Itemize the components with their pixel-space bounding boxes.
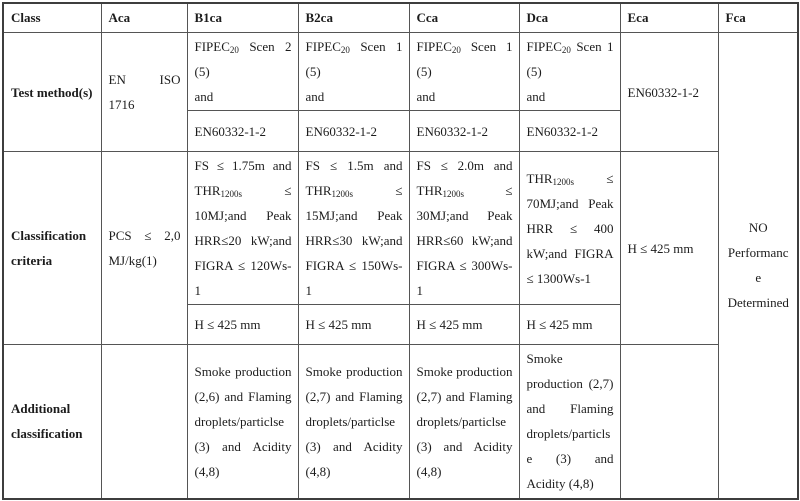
cell-test-method-b1ca-fipec bbox=[187, 33, 298, 111]
cell-additional-eca-empty bbox=[620, 345, 718, 499]
text-line: NO bbox=[748, 220, 768, 236]
row-label-classification-criteria: Classification criteria bbox=[3, 152, 101, 345]
row-label-additional-classification: Additional classification bbox=[3, 345, 101, 499]
text-line: Performanc bbox=[727, 245, 789, 261]
cell-height-b1ca: H ≤ 425 mm bbox=[187, 305, 298, 345]
cell-criteria-dca: $THR_{1200s}$ ≤ 70MJ;and Peak HRR ≤ 400 kW;and FIGRA ≤ 1300Ws-1 bbox=[519, 152, 620, 305]
cell-additional-b1ca: Smoke production (2,6) and Flaming droplets/particlse (3) and Acidity (4,8) bbox=[187, 345, 298, 499]
cell-criteria-aca: PCS ≤ 2,0 MJ/kg(1) bbox=[101, 152, 187, 345]
cell-additional-b2ca: Smoke production (2,7) and Flaming droplets/particlse (3) and Acidity (4,8) bbox=[298, 345, 409, 499]
cell-test-method-cca-en60332: EN60332-1-2 bbox=[409, 111, 519, 152]
header-cell-cca: Cca bbox=[409, 3, 519, 33]
text-line: and bbox=[305, 89, 325, 104]
cell-additional-aca-empty bbox=[101, 345, 187, 499]
cell-test-method-eca: EN60332-1-2 bbox=[620, 33, 718, 152]
text-line: e bbox=[755, 270, 762, 286]
cell-test-method-b2ca-en60332: EN60332-1-2 bbox=[298, 111, 409, 152]
text-line: and bbox=[416, 89, 436, 104]
cell-height-b2ca: H ≤ 425 mm bbox=[298, 305, 409, 345]
cable-fire-classification-table bbox=[2, 2, 799, 500]
cell-criteria-b1ca: FS ≤ 1.75m and $THR_{1200s}$ ≤ 10MJ;and Peak HRR≤20 kW;and FIGRA ≤ 120Ws-1 bbox=[187, 152, 298, 305]
header-cell-b2ca: B2ca bbox=[298, 3, 409, 33]
cell-additional-cca: Smoke production (2,7) and Flaming droplets/particlse (3) and Acidity (4,8) bbox=[409, 345, 519, 499]
cell-height-cca: H ≤ 425 mm bbox=[409, 305, 519, 345]
cell-test-method-cca-fipec bbox=[409, 33, 519, 111]
header-cell-fca: Fca bbox=[718, 3, 798, 33]
header-cell-aca: Aca bbox=[101, 3, 187, 33]
cell-test-method-b2ca-fipec bbox=[298, 33, 409, 111]
cell-test-method-dca-en60332: EN60332-1-2 bbox=[519, 111, 620, 152]
text-line: $FIPEC_{20}$ Scen 1 (5) bbox=[305, 39, 403, 79]
text-line: 1716 bbox=[108, 97, 135, 112]
text-line: and bbox=[526, 89, 546, 104]
cell-criteria-eca-height: H ≤ 425 mm bbox=[620, 152, 718, 345]
row-label-test-method: Test method(s) bbox=[3, 33, 101, 152]
text-line: Determined bbox=[727, 295, 789, 311]
cell-height-dca: H ≤ 425 mm bbox=[519, 305, 620, 345]
cell-test-method-b1ca-en60332: EN60332-1-2 bbox=[187, 111, 298, 152]
cell-fca-no-performance-determined bbox=[718, 33, 798, 499]
cell-additional-dca: Smoke production (2,7) and Flaming droplets/particlse (3) and Acidity (4,8) bbox=[519, 345, 620, 499]
cell-criteria-cca: FS ≤ 2.0m and $THR_{1200s}$ ≤ 30MJ;and Peak HRR≤60 kW;and FIGRA ≤ 300Ws-1 bbox=[409, 152, 519, 305]
cell-criteria-b2ca: FS ≤ 1.5m and $THR_{1200s}$ ≤ 15MJ;and Peak HRR≤30 kW;and FIGRA ≤ 150Ws-1 bbox=[298, 152, 409, 305]
text-line: EN ISO bbox=[108, 72, 181, 87]
text-line: $FIPEC_{20}$ Scen 1 (5) bbox=[416, 39, 513, 79]
cell-test-method-aca bbox=[101, 33, 187, 152]
header-cell-dca: Dca bbox=[519, 3, 620, 33]
text-line: and bbox=[194, 89, 214, 104]
header-cell-eca: Eca bbox=[620, 3, 718, 33]
header-cell-class: Class bbox=[3, 3, 101, 33]
cell-test-method-dca-fipec bbox=[519, 33, 620, 111]
text-line: $FIPEC_{20}$ Scen 1 (5) bbox=[526, 39, 614, 79]
header-cell-b1ca: B1ca bbox=[187, 3, 298, 33]
text-line: $FIPEC_{20}$ Scen 2 (5) bbox=[194, 39, 292, 79]
